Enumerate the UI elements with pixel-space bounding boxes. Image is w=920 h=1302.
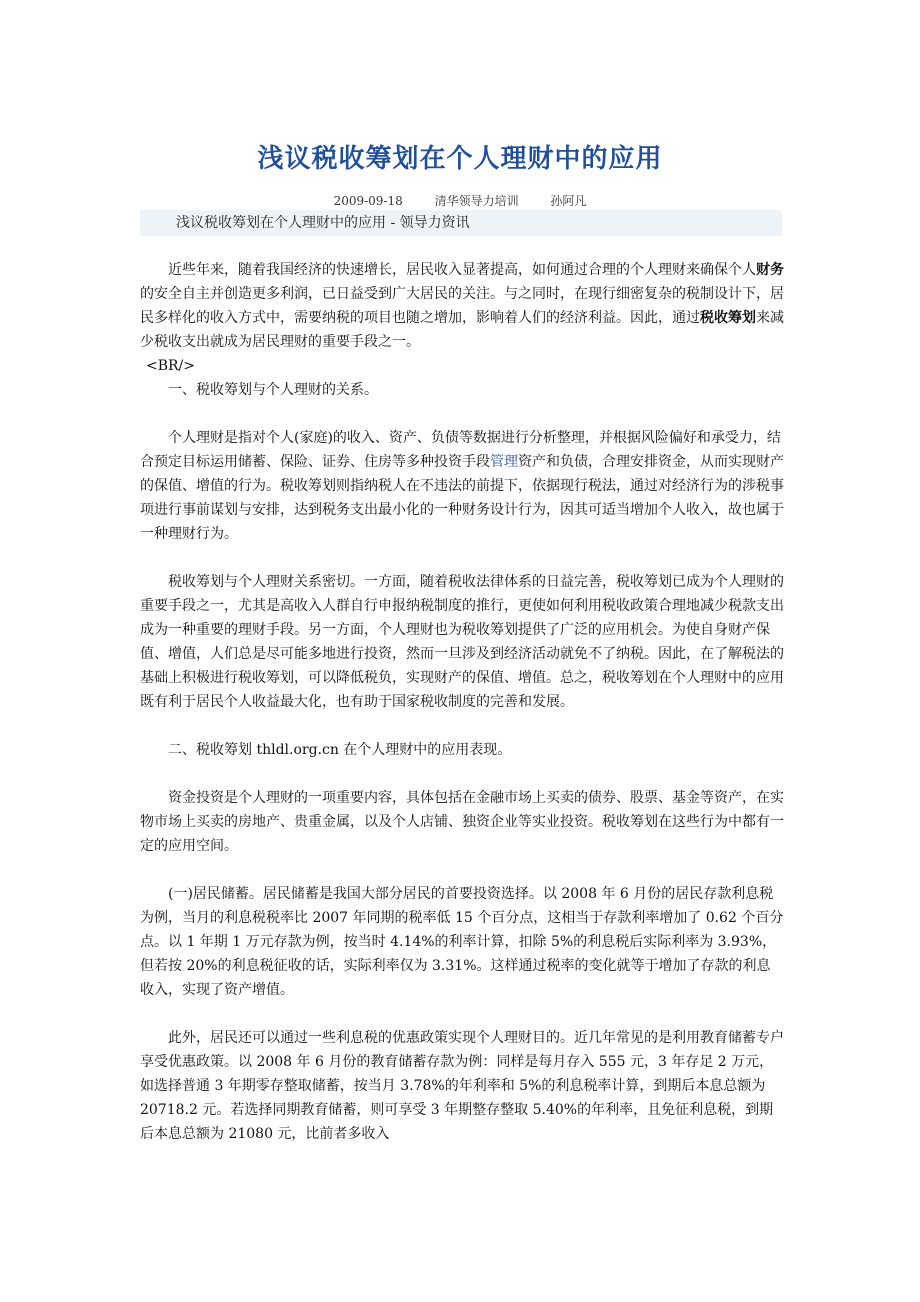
spacer [140,714,784,738]
paragraph-text: 来减少税收支出就成为居民理财的重要手段之一。 [140,310,784,350]
paragraph-definition [140,426,784,546]
article-title: 浅议税收筹划在个人理财中的应用 [257,144,663,174]
keyword-finance: 财务 [756,262,784,278]
br-tag-text: <BR/> [146,358,196,374]
spacer [140,546,784,570]
article-author: 孙阿凡 [550,194,587,208]
spacer [140,762,784,786]
paragraph-investment: 资金投资是个人理财的一项重要内容，具体包括在金融市场上买卖的债券、股票、基金等资产，在实物市场上买卖的房地产、贵重金属，以及个人店铺、独资企业等实业投资。税收筹划在这些行为中都有一定的应用空间。 [140,790,784,854]
publish-date: 2009-09-18 [333,194,403,208]
spacer [140,402,784,426]
paragraph-savings: (一)居民储蓄。居民储蓄是我国大部分居民的首要投资选择。以 2008 年 6 月份的居民存款利息税为例，当月的利息税税率比 2007 年同期的税率低 15 个百分点，这相当于存款利率增加了 0.62 个百分点。以 1 年期 1 万元存款为例，按当时 4.14%的利率计算，扣除 5%的利息税后实际利率为 3.93%，但若按 20%的利息税征收的话，实际利率仅为 3.31%。这样通过税率的变化就等于增加了存款的利息收入，实现了资产增值。 [140,886,784,998]
subtitle-banner: 浅议税收筹划在个人理财中的应用 - 领导力资讯 [140,210,782,236]
paragraph-education-savings: 此外，居民还可以通过一些利息税的优惠政策实现个人理财目的。近几年常见的是利用教育储蓄专户享受优惠政策。以 2008 年 6 月份的教育储蓄存款为例：同样是每月存入 555 元，3 年存足 2 万元，如选择普通 3 年期零存整取储蓄，按当月 3.78%的年利率和 5%的利息税率计算，到期后本息总额为 20718.2 元。若选择同期教育储蓄，则可享受 3 年期整存整取 5.40%的年利率，且免征利息税，到期后本息总额为 21080 元，比前者多收入 [140,1030,784,1142]
keyword-tax-planning: 税收筹划 [700,310,756,326]
management-link[interactable]: 管理 [490,454,518,470]
spacer [140,858,784,882]
paragraph-text: 近些年来，随着我国经济的快速增长，居民收入显著提高，如何通过合理的个人理财来确保个人 [168,262,756,278]
paragraph-relationship: 税收筹划与个人理财关系密切。一方面，随着税收法律体系的日益完善，税收筹划已成为个人理财的重要手段之一，尤其是高收入人群自行申报纳税制度的推行，更使如何利用税收政策合理地减少税款支出成为一种重要的理财手段。另一方面，个人理财也为税收筹划提供了广泛的应用机会。为使自身财产保值、增值，人们总是尽可能多地进行投资，然而一旦涉及到经济活动就免不了纳税。因此，在了解税法的基础上积极进行税收筹划，可以降低税负，实现财产的保值、增值。总之，税收筹划在个人理财中的应用既有利于居民个人收益最大化，也有助于国家税收制度的完善和发展。 [140,574,784,710]
section-heading-2: 二、税收筹划 thldl.org.cn 在个人理财中的应用表现。 [168,742,512,758]
paragraph-text: 的安全自主并创造更多利润，已日益受到广大居民的关注。与之同时，在现行细密复杂的税制设计下，居民多样化的收入方式中，需要纳税的项目也随之增加，影响着人们的经济利益。因此，通过 [140,286,784,326]
section-heading-1: 一、税收筹划与个人理财的关系。 [168,382,378,398]
article-source: 清华领导力培训 [434,194,519,208]
paragraph-intro [140,258,784,354]
spacer [140,1002,784,1026]
article-body [140,258,784,1146]
article-meta [0,192,920,209]
paragraph-text: 个人理财是指对个人(家庭)的收入、资产、负债等数据进行分析整理，并根据风险偏好和承受力，结合预定目标运用储蓄、保险、证券、住房等多种投资手段 [140,430,781,470]
paragraph-text: 资产和负债，合理安排资金，从而实现财产的保值、增值的行为。税收筹划则指纳税人在不违法的前提下，依据现行税法，通过对经济行为的涉税事项进行事前谋划与安排，达到税务支出最小化的一种财务设计行为，因其可适当增加个人收入，故也属于一种理财行为。 [140,454,784,542]
